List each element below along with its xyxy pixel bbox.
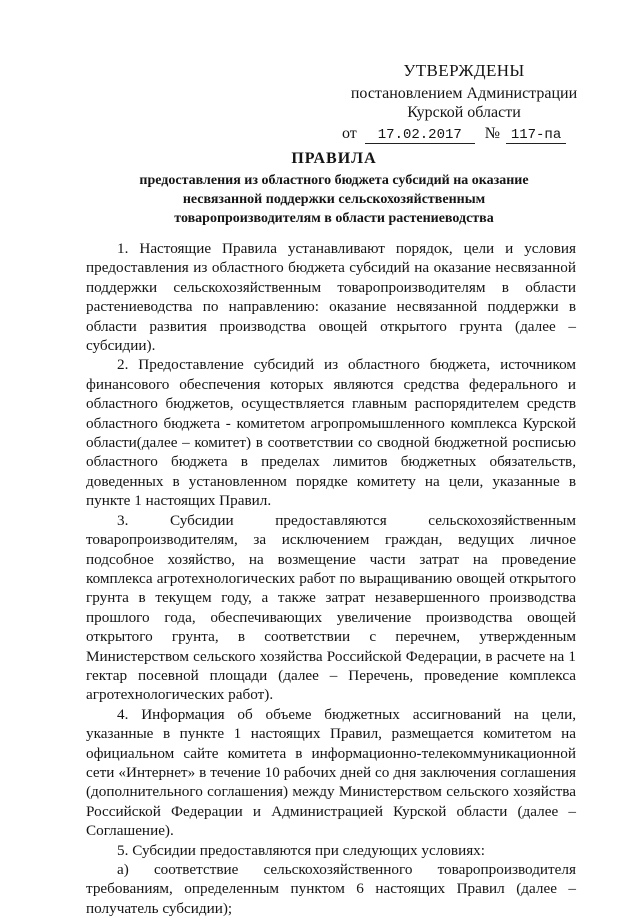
paragraph-5: 5. Субсидии предоставляются при следующих условиях: bbox=[117, 841, 485, 859]
number-prefix: № bbox=[484, 125, 501, 142]
date-prefix: от bbox=[342, 125, 357, 142]
document-body bbox=[86, 239, 576, 918]
paragraph-2: 2. Предоставление субсидий из областного бюджета, источником финансового обеспечения которых являются средства федерального и областного бюджетов, осуществляется главным распорядителем средств областного бюджета - комитетом агропромышленного комплекса Курской области(далее – комитет) в соответствии со сводной бюджетной росписью областного бюджета в пределах лимитов бюджетных обязательств, доведенных в установленном порядке комитету на цели, указанные в пункте 1 настоящих Правил. bbox=[86, 356, 576, 510]
paragraph-3: 3. Субсидии предоставляются сельскохозяйственным товаропроизводителям, за исключением граждан, ведущих личное подсобное хозяйство, на возмещение части затрат на проведение комплекса агротехнологических работ по выращиванию овощей открытого грунта в текущем году, а также затрат незавершенного производства прошлого года, обеспечивающих увеличение производства овощей открытого грунта, в соответствии с перечнем, утвержденным Министерством сельского хозяйства Российской Федерации, в расчете на 1 гектар посевной площади (далее – Перечень, проведение комплекса агротехнологических работ). bbox=[86, 511, 576, 704]
title-subtitle-line-2: несвязанной поддержки сельскохозяйственным bbox=[182, 192, 486, 207]
paragraph-4: 4. Информация об объеме бюджетных ассигнований на цели, указанные в пункте 1 настоящих Правил, размещается комитетом на официальном сайте комитета в информационно-телекоммуникационной сети «Интернет» в течение 10 рабочих дней со дня заключения соглашения (дополнительного соглашения) между Министерством сельского хозяйства Российской Федерации и Администрацией Курской области (далее – Соглашение). bbox=[86, 705, 576, 840]
title-main: ПРАВИЛА bbox=[291, 150, 377, 167]
approval-stamp bbox=[334, 61, 594, 144]
approval-date: 17.02.2017 bbox=[365, 127, 475, 144]
title-subtitle-line-1: предоставления из областного бюджета субсидий на оказание bbox=[139, 173, 529, 188]
approval-line-1: постановлением Администрации bbox=[350, 85, 578, 102]
approval-number: 117-па bbox=[506, 127, 566, 144]
approval-date-line bbox=[334, 124, 594, 144]
paragraph-5a: а) соответствие сельскохозяйственного товаропроизводителя требованиям, определенным пунктом 6 настоящих Правил (далее – получатель субсидии); bbox=[86, 861, 576, 917]
document-title bbox=[100, 149, 568, 228]
approval-heading: УТВЕРЖДЕНЫ bbox=[403, 61, 525, 80]
title-subtitle-line-3: товаропроизводителям в области растениеводства bbox=[174, 211, 494, 226]
paragraph-1: 1. Настоящие Правила устанавливают порядок, цели и условия предоставления из областного бюджета субсидий на оказание несвязанной поддержки сельскохозяйственным товаропроизводителям в области растениеводства по направлению: оказание несвязанной поддержки в области развития производства овощей открытого грунта (далее – субсидии). bbox=[86, 240, 576, 355]
approval-line-2: Курской области bbox=[407, 104, 521, 121]
